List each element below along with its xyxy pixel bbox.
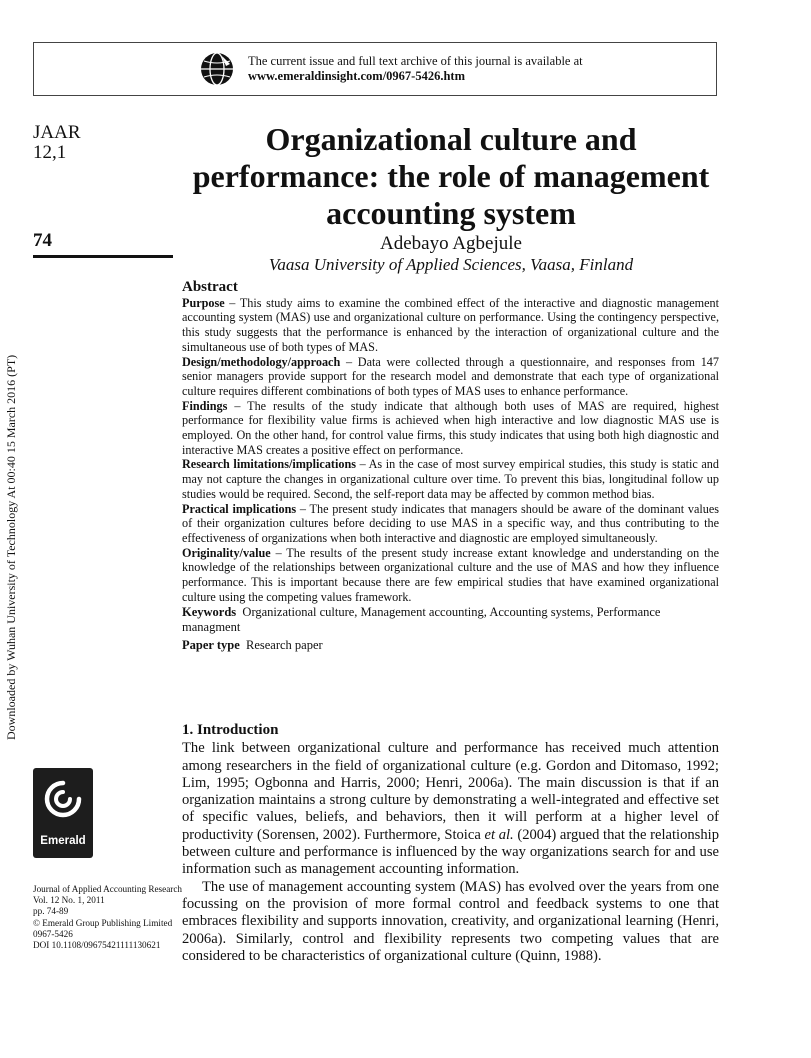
intro-paragraph-1: [182, 740, 719, 878]
paper-type: [182, 638, 719, 653]
journal-volume: 12,1: [33, 142, 67, 163]
purpose-label: Purpose: [182, 295, 225, 310]
emerald-logo: [33, 768, 93, 858]
emerald-logo-word: Emerald: [40, 835, 86, 847]
abstract-practical: [182, 502, 719, 546]
findings-text: – The results of the study indicate that although both uses of MAS are required, highest performance for flexibility value firms is achieved when high interactive and low diagnostic MAS use is employed. On the other hand, for control value firms, this study indicates that using both high diagnostic and interactive MAS creates a positive effect on performance.: [182, 398, 719, 457]
practical-label: Practical implications: [182, 501, 297, 516]
limitations-label: Research limitations/implications: [182, 457, 356, 472]
journal-doi: DOI 10.1108/09675421111130621: [33, 940, 161, 951]
abstract-limitations: [182, 457, 719, 501]
keywords-label: Keywords: [182, 605, 237, 620]
abstract-heading: Abstract: [182, 279, 238, 295]
intro-paragraph-2: The use of management accounting system (MAS) has evolved over the years from one focussing on the provision of more formal control and feedback systems to one that embraces flexibility and supports innovation, creativity, and organizational learning (Henri, 2006a). Similarly, control and flexibility represents two competing values that are considered to be characteristics of organizational culture (Quinn, 1988).: [182, 878, 719, 964]
findings-label: Findings: [182, 398, 228, 413]
journal-issn: 0967-5426: [33, 928, 73, 939]
abstract-findings: [182, 399, 719, 458]
journal-url-link[interactable]: www.emeraldinsight.com/0967-5426.htm: [248, 69, 465, 83]
journal-copyright: © Emerald Group Publishing Limited: [33, 917, 173, 928]
intro-p1-start: The link between organizational culture and performance has received much attention among researchers in the field of organizational culture (e.g. Gordon and Ditomaso, 1992; Lim, 1995; Ogbonna and Harris, 2000; Henri, 2006a). The main discussion is that if an organization maintains a strong culture by demonstrating a well-integrated and effective set of specific values, beliefs, and behaviors, then it will perform at a higher level of productivity (Sorensen, 2002). Furthermore, Stoica: [182, 740, 719, 843]
practical-text: – The present study indicates that managers should be aware of the dominant values of their organization cultures before deciding to use MAS in a specific way, and thus contributing to the effectiveness of organizations when both interactive and diagnostic are employed simultaneously.: [182, 501, 719, 545]
paper-type-label: Paper type: [182, 638, 240, 653]
author-affiliation: Vaasa University of Applied Sciences, Vaasa, Finland: [268, 255, 634, 274]
banner-text: [248, 54, 583, 84]
article-author: Adebayo Agbejule: [380, 233, 522, 254]
introduction-heading: 1. Introduction: [182, 722, 279, 738]
purpose-text: – This study aims to examine the combined effect of the interactive and diagnostic management accounting system (MAS) use and organizational culture on performance. Using the contingency perspective, this study suggests that the performance is enhanced by the interaction of organizational culture and the simultaneous use of both types of MAS.: [182, 295, 719, 354]
emerald-spiral-icon: [39, 774, 87, 832]
journal-code: [33, 123, 81, 163]
design-label: Design/methodology/approach: [182, 354, 341, 369]
banner-notice: The current issue and full text archive of this journal is available at: [248, 54, 583, 68]
globe-icon: [200, 52, 234, 86]
originality-text: – The results of the present study increase extant knowledge and understanding on the knowledge of the relationships between organizational culture and the use of MAS and how they influence performance. This is important because there are few empirical studies that have examined organizational culture using the competing values framework.: [182, 545, 719, 604]
design-text: – Data were collected through a questionnaire, and responses from 147 senior managers provide support for the research model and demonstrate that each type of organizational culture requires different combinations of both types of MAS uses to enhance performance.: [182, 354, 719, 398]
limitations-text: – As in the case of most survey empirical studies, this study is static and may not capture the changes in organizational culture over time. To prevent this bias, longitudinal follow up studies would be required. Second, the self-report data may be affected by common method bias.: [182, 457, 719, 501]
abstract-originality: [182, 546, 719, 605]
journal-pages: pp. 74-89: [33, 906, 69, 917]
page-number: 74: [33, 230, 52, 251]
abstract-purpose: [182, 296, 719, 355]
abstract-design: [182, 355, 719, 399]
intro-p1-end: (2004) argued that the relationship between culture and performance is influenced by the way organizations search for and use information such as management accounting information.: [182, 826, 720, 878]
keywords: [182, 605, 719, 635]
download-watermark: Downloaded by Wuhan University of Technology At 00:40 15 March 2016 (PT): [4, 354, 18, 740]
journal-archive-banner: [33, 42, 717, 96]
article-title: Organizational culture and performance: the role of management accounting system: [192, 121, 710, 231]
introduction-section: [182, 722, 719, 965]
intro-p1-etal: et al.: [484, 826, 514, 843]
journal-volume-issue: Vol. 12 No. 1, 2011: [33, 895, 105, 906]
page-number-rule: [33, 255, 173, 258]
originality-label: Originality/value: [182, 545, 271, 560]
journal-info: [33, 884, 183, 951]
abstract-section: [182, 280, 719, 653]
journal-abbr: JAAR: [33, 122, 81, 143]
keywords-text: Organizational culture, Management accounting, Accounting systems, Performance managment: [182, 605, 661, 635]
paper-type-text: Research paper: [246, 638, 323, 653]
journal-name: Journal of Applied Accounting Research: [33, 884, 183, 894]
